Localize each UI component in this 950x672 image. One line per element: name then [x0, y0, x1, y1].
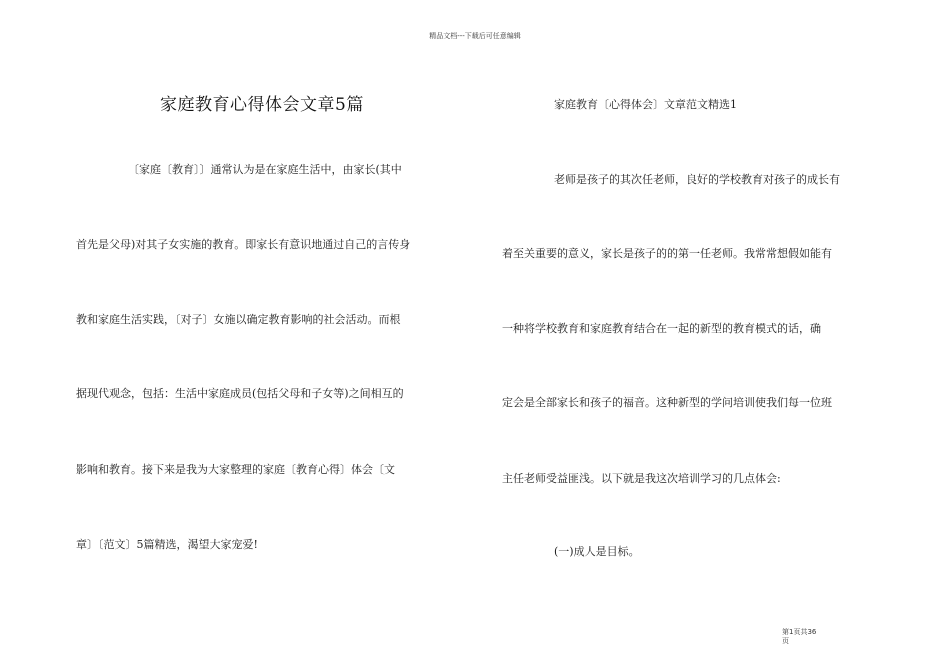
right-line-2: 着至关重要的意义，家长是孩子的的第一任老师。我常常想假如能有 [502, 247, 832, 260]
right-line-1: 老师是孩子的其次任老师，良好的学校教育对孩子的成长有 [554, 173, 840, 186]
page-number-line-1: 第1页共36 [782, 628, 817, 636]
page-number [782, 628, 842, 646]
page-number-line-2: 页 [782, 637, 789, 645]
document-title: 家庭教育心得体会文章5篇 [160, 95, 364, 115]
right-line-5: 主任老师受益匪浅。以下就是我这次培训学习的几点体会: [502, 472, 781, 485]
right-line-3: 一种将学校教育和家庭教育结合在一起的新型的教育模式的话，确 [502, 322, 821, 335]
left-line-2: 首先是父母)对其子女实施的教育。即家长有意识地通过自己的言传身 [76, 238, 411, 251]
section-heading: 家庭教育〔心得体会〕文章范文精选1 [554, 98, 737, 111]
left-line-3: 教和家庭生活实践，〔对子〕女施以确定教育影响的社会活动。而根 [76, 313, 401, 326]
right-line-4: 定会是全部家长和孩子的福音。这种新型的学问培训使我们每一位班 [502, 396, 832, 409]
left-line-4: 据现代观念，包括：生活中家庭成员(包括父母和子女等)之间相互的 [76, 387, 404, 400]
left-line-1: 〔家庭〔教育〕〕通常认为是在家庭生活中，由家长(其中 [128, 163, 402, 176]
left-line-5: 影响和教育。接下来是我为大家整理的家庭〔教育心得〕体会〔文 [76, 463, 395, 476]
header-note: 精品文档---下载后可任意编辑 [429, 32, 521, 40]
left-line-6: 章〕〔范文〕5篇精选，渴望大家宠爱! [76, 538, 258, 551]
right-line-6: (一)成人是目标。 [554, 545, 640, 558]
